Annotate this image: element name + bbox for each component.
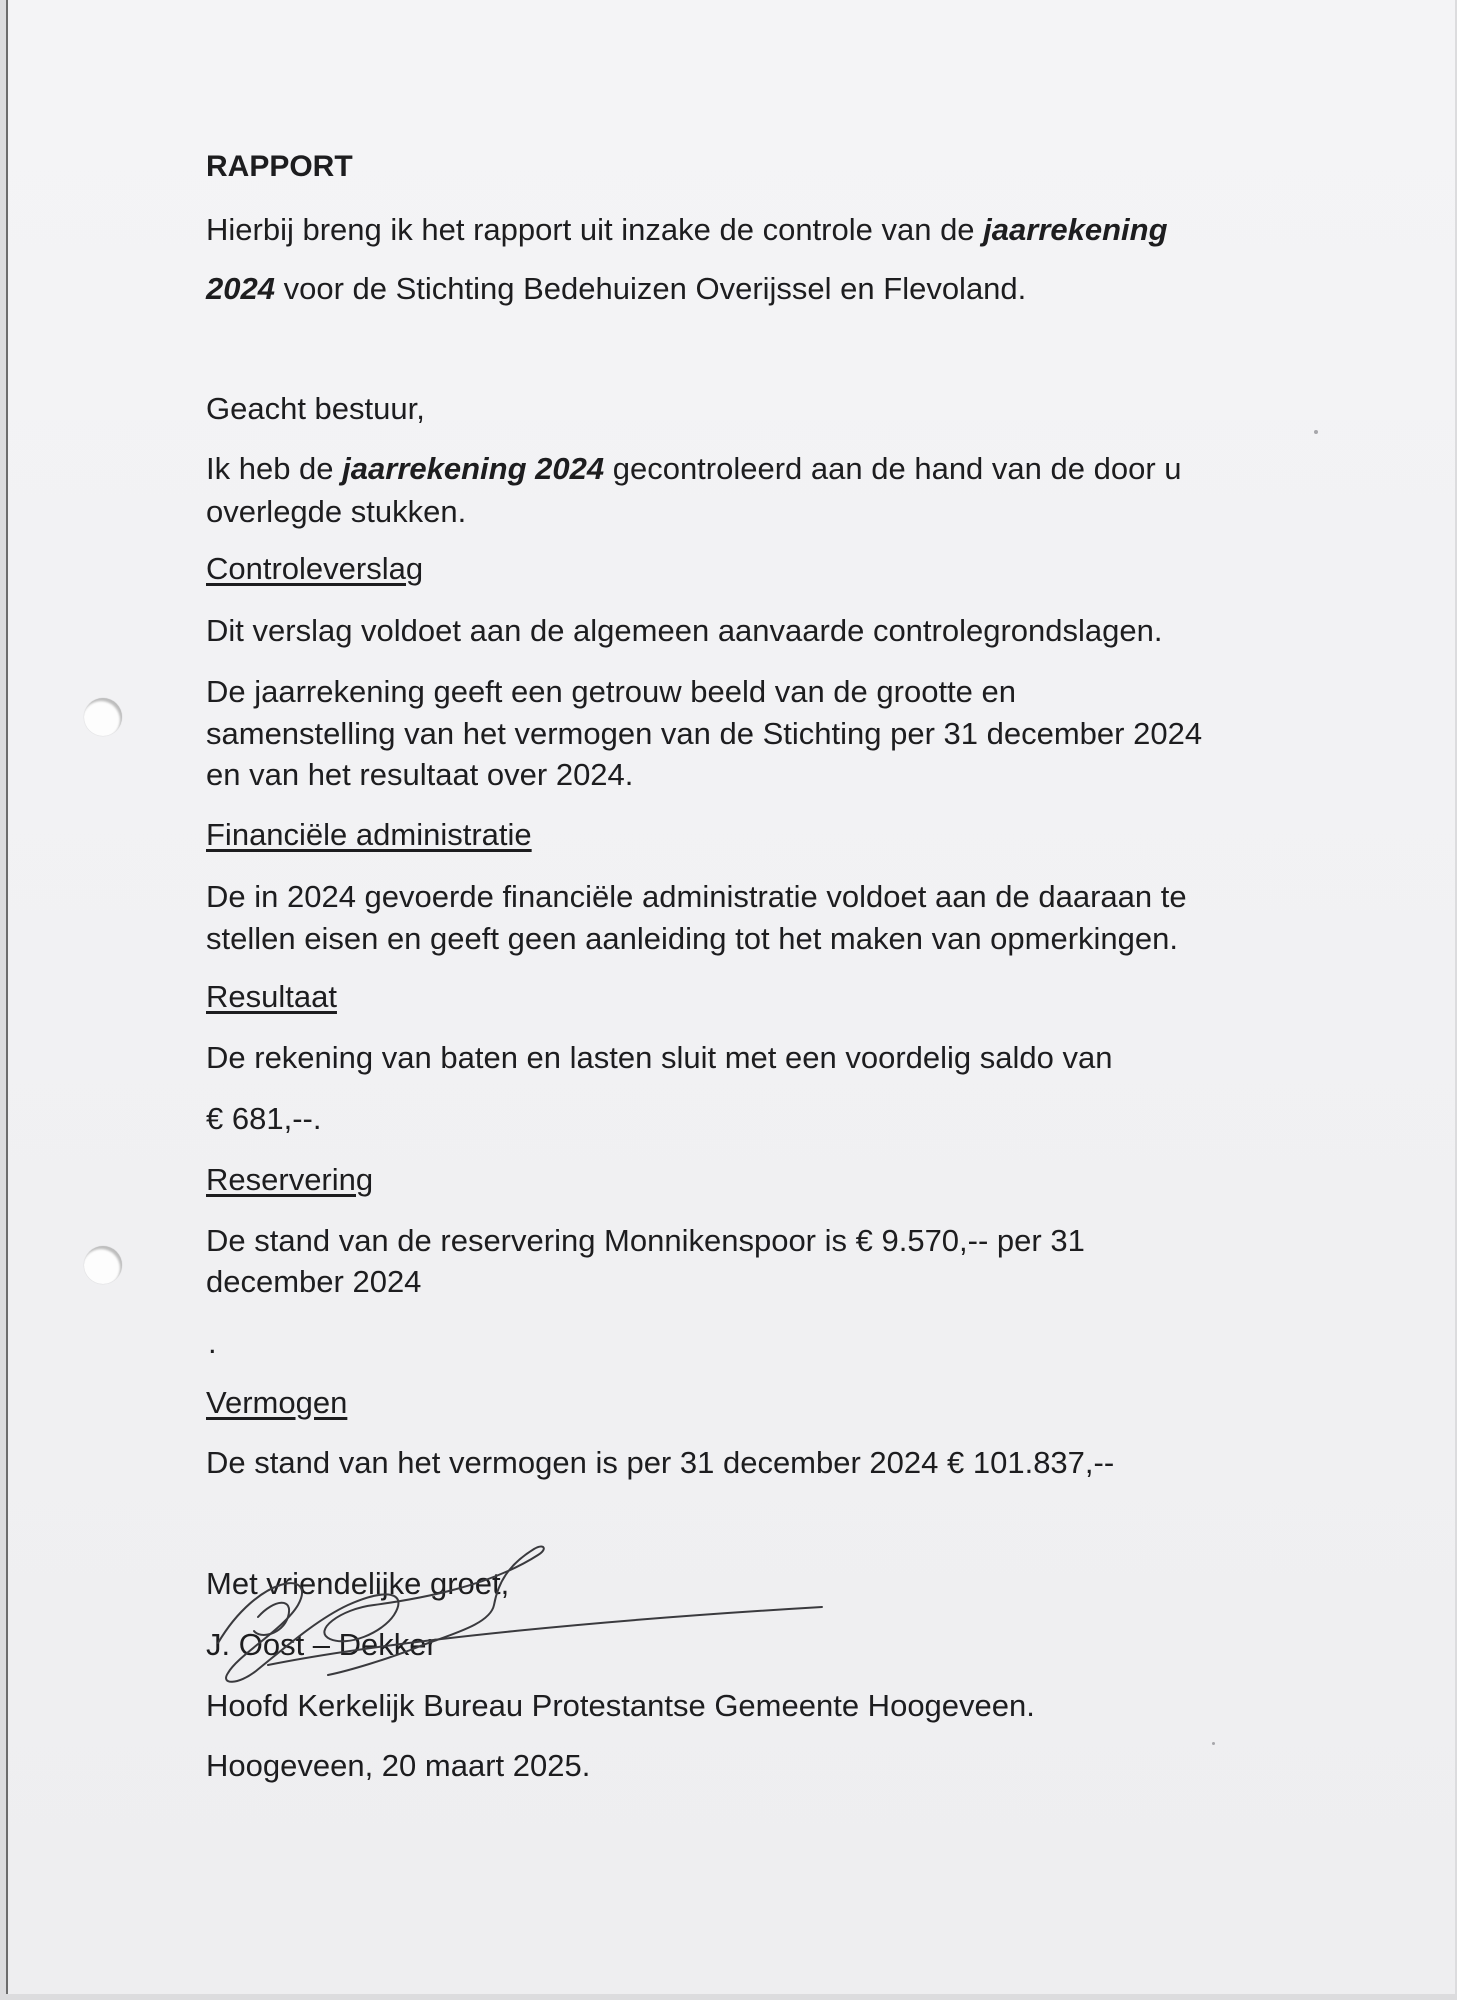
reservering-line1: De stand van de reservering Monnikenspoor is € 9.570,-- per 31: [206, 1223, 1085, 1258]
heading-administratie: Financiële administratie: [206, 817, 532, 852]
intro-text-2: voor de Stichting Bedehuizen Overijssel en Flevoland.: [274, 271, 1027, 306]
intro-line-2: [206, 268, 1026, 310]
closing-greeting: Met vriendelijke groet,: [206, 1566, 510, 1601]
opening-line-2: overlegde stukken.: [206, 494, 467, 529]
heading-vermogen: Vermogen: [206, 1385, 348, 1420]
document-page: [6, 0, 1455, 1994]
resultaat-line2: € 681,--.: [206, 1101, 322, 1136]
controleverslag-p2-line2: samenstelling van het vermogen van de Stichting per 31 december 2024: [206, 716, 1203, 751]
opening-text-1: Ik heb de: [206, 451, 343, 486]
intro-bold-1: jaarrekening: [983, 212, 1168, 247]
intro-text-1: Hierbij breng ik het rapport uit inzake de controle van de: [206, 212, 984, 247]
reservering-line2: december 2024: [206, 1264, 422, 1299]
heading-reservering: Reservering: [206, 1162, 374, 1197]
reservering-dot: .: [208, 1325, 217, 1360]
closing-role: Hoofd Kerkelijk Bureau Protestantse Gemeente Hoogeveen.: [206, 1688, 1035, 1723]
opening-bold: jaarrekening 2024: [342, 451, 605, 486]
controleverslag-p2-line1: De jaarrekening geeft een getrouw beeld van de grootte en: [206, 674, 1017, 709]
opening-line-1: [206, 448, 1182, 490]
opening-text-2: gecontroleerd aan de hand van de door u: [604, 451, 1182, 486]
intro-bold-2: 2024: [206, 271, 275, 306]
document-title: RAPPORT: [206, 150, 353, 183]
closing-place-date: Hoogeveen, 20 maart 2025.: [206, 1748, 591, 1783]
intro-line-1: [206, 209, 1168, 251]
handwritten-signature: [198, 1535, 838, 1695]
controleverslag-p1: Dit verslag voldoet aan de algemeen aanvaarde controlegrondslagen.: [206, 613, 1163, 648]
administratie-line1: De in 2024 gevoerde financiële administratie voldoet aan de daaraan te: [206, 879, 1187, 914]
administratie-line2: stellen eisen en geeft geen aanleiding tot het maken van opmerkingen.: [206, 921, 1179, 956]
salutation: Geacht bestuur,: [206, 391, 425, 426]
closing-name: J. Oost – Dekker: [206, 1627, 437, 1662]
resultaat-line1: De rekening van baten en lasten sluit met een voordelig saldo van: [206, 1040, 1113, 1075]
heading-controleverslag: Controleverslag: [206, 551, 424, 586]
vermogen-line1: De stand van het vermogen is per 31 december 2024 € 101.837,--: [206, 1445, 1115, 1480]
controleverslag-p2-line3: en van het resultaat over 2024.: [206, 757, 634, 792]
heading-resultaat: Resultaat: [206, 979, 337, 1014]
